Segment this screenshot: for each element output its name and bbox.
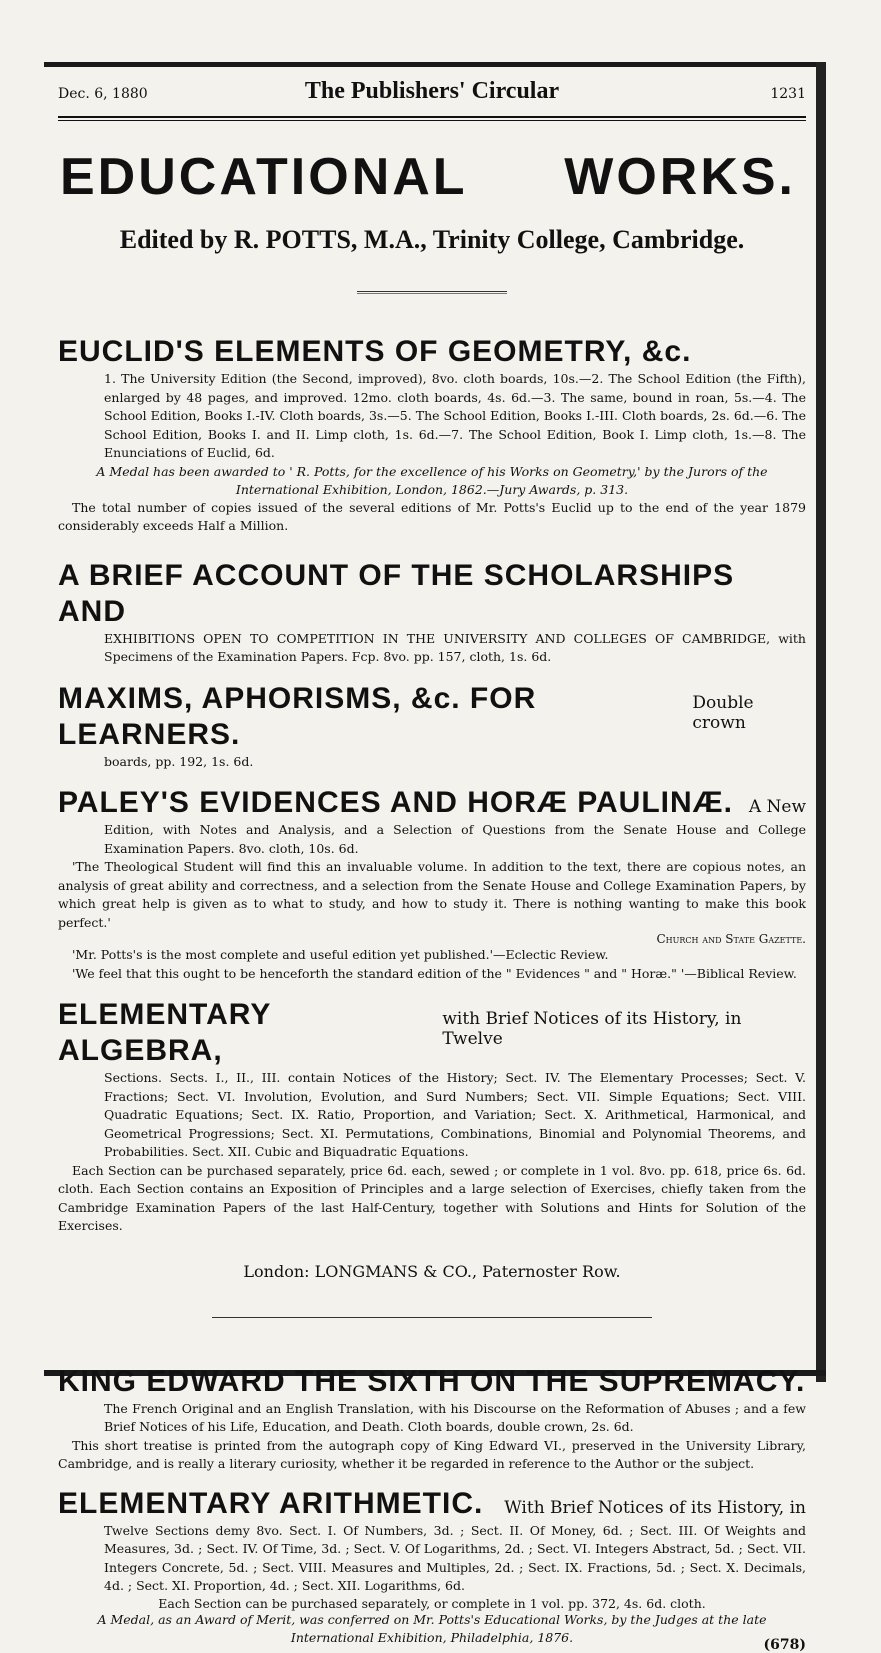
euclid-heading-line	[58, 334, 806, 370]
section-euclid	[58, 334, 806, 536]
paley-body: Edition, with Notes and Analysis, and a Selection of Questions from the Senate House and College Examination Papers. 8vo. cloth, 10s. 6d.	[104, 822, 806, 856]
running-header	[58, 78, 806, 112]
maxims-heading-tail: Double crown	[692, 692, 754, 733]
algebra-note: Each Section can be purchased separately, price 6d. each, sewed ; or complete in 1 vol. 8vo. pp. 618, price 6s. 6d. cloth. Each Section contains an Exposition of Principles and a large selection of Exercises, chiefly taken from the Cambridge Examination Papers of the last Half-Century, together with Solutions and Hints for Solution of the Exercises.	[58, 1162, 806, 1233]
paley-quote-3: 'We feel that this ought to be henceforth the standard edition of the " Evidences " and " Horæ." '—Biblical Review.	[72, 965, 797, 981]
arithmetic-heading: ELEMENTARY ARITHMETIC.	[58, 1486, 484, 1520]
paley-quote-1: 'The Theological Student will find this an invaluable volume. In addition to the text, there are copious notes, an analysis of great ability and correctness, and a selection from the Senate House and College Examination Papers, by which great help is given as to what to study, and how to study it. There is nothing wanting to make this book perfect.'	[58, 859, 806, 930]
euclid-heading: EUCLID'S ELEMENTS OF GEOMETRY, &c.	[58, 335, 692, 368]
king-edward-note: This short treatise is printed from the autograph copy of King Edward VI., preserved in the University Library, Cambridge, and is really a literary curiosity, whether it be regarded in reference to the Author or the subject.	[58, 1437, 806, 1471]
publisher-imprint: London: LONGMANS & CO., Paternoster Row.	[243, 1261, 621, 1281]
header-title: The Publishers' Circular	[304, 78, 560, 104]
euclid-body: 1. The University Edition (the Second, improved), 8vo. cloth boards, 10s.—2. The School Edition (the Fifth), enlarged by 48 pages, and improved. 12mo. cloth boards, 4s. 6d.—3. The same, bound in roan, 5s.—4. The School Edition, Books I.-IV. Cloth boards, 3s.—5. The School Edition, Books I.-III. Cloth boards, 2s. 6d.—6. The School Edition, Books I. and II. Limp cloth, 1s. 6d.—7. The School Edition, Book I. Limp cloth, 1s.—8. The Enunciations of Euclid, 6d.	[104, 371, 806, 460]
maxims-heading-line	[58, 681, 806, 753]
algebra-heading-line	[58, 997, 806, 1069]
arithmetic-heading-line	[58, 1486, 806, 1522]
section-king-edward	[58, 1364, 806, 1474]
brief-account-body: EXHIBITIONS OPEN TO COMPETITION IN THE UNIVERSITY AND COLLEGES OF CAMBRIDGE, with Specimens of the Examination Papers. Fcp. 8vo. pp. 157, cloth, 1s. 6d.	[104, 630, 806, 664]
paley-quote-2: 'Mr. Potts's is the most complete and useful edition yet published.'—Eclectic Review.	[72, 947, 609, 962]
algebra-heading: ELEMENTARY ALGEBRA,	[58, 998, 271, 1067]
maxims-body: boards, pp. 192, 1s. 6d.	[104, 753, 254, 769]
euclid-copies-note: The total number of copies issued of the several editions of Mr. Potts's Euclid up to the end of the year 1879 considerably exceeds Half a Million.	[58, 499, 806, 533]
paley-heading: PALEY'S EVIDENCES AND HORÆ PAULINÆ.	[58, 786, 733, 819]
editor-line: Edited by R. POTTS, M.A., Trinity College, Cambridge.	[119, 225, 745, 254]
header-date: Dec. 6, 1880	[58, 86, 148, 102]
brief-account-heading	[58, 558, 806, 630]
paley-heading-line	[58, 785, 806, 821]
arithmetic-purchase-note: Each Section can be purchased separately, or complete in 1 vol. pp. 372, 4s. 6d. cloth.	[158, 1595, 706, 1611]
maxims-heading: MAXIMS, APHORISMS, &c. FOR LEARNERS.	[58, 681, 537, 751]
euclid-medal-note: A Medal has been awarded to ' R. Potts, for the excellence of his Works on Geometry,' by the Jurors of the International Exhibition, London, 1862.—Jury Awards, p. 313.	[96, 463, 768, 497]
section-brief-account	[58, 558, 806, 667]
arithmetic-medal-note: A Medal, as an Award of Merit, was conferred on Mr. Potts's Educational Works, by the Judges at the late International Exhibition, Philadelphia, 1876.	[97, 1611, 767, 1645]
arithmetic-heading-tail: With Brief Notices of its History, in	[504, 1497, 806, 1518]
algebra-body: Sections. Sects. I., II., III. contain Notices of the History; Sect. IV. The Elementary Processes; Sect. V. Fractions; Sect. VI. Involution, Evolution, and Surd Numbers; Sect. VII. Simple Equations; Sect. VIII. Quadratic Equations; Sect. IX. Ratio, Proportion, and Variation; Sect. X. Arithmetical, Harmonical, and Geometrical Progressions; Sect. XI. Permutations, Combinations, Binomial and Polynomial Theorems, and Probabilities. Sect. XII. Cubic and Biquadratic Equations.	[104, 1070, 806, 1159]
main-title	[60, 147, 796, 207]
main-title-word-1: EDUCATIONAL	[60, 148, 468, 206]
paley-quote-1-credit: Church and State Gazette.	[656, 932, 806, 946]
section-maxims	[58, 681, 806, 772]
section-paley	[58, 785, 806, 983]
header-page-number: 1231	[770, 86, 806, 102]
section-arithmetic	[58, 1486, 806, 1653]
algebra-heading-tail: with Brief Notices of its History, in Twelve	[442, 1009, 742, 1049]
divider	[212, 1317, 652, 1318]
paley-heading-tail: A New	[748, 797, 806, 817]
arithmetic-body: Twelve Sections demy 8vo. Sect. I. Of Numbers, 3d. ; Sect. II. Of Money, 6d. ; Sect. III. Of Weights and Measures, 3d. ; Sect. IV. Of Time, 3d. ; Sect. V. Of Logarithms, 2d. ; Sect. VI. Integers Abstract, 5d. ; Sect. VII. Integers Concrete, 5d. ; Sect. VIII. Measures and Multiples, 2d. ; Sect. IX. Fractions, 5d. ; Sect. X. Decimals, 4d. ; Sect. XI. Proportion, 4d. ; Sect. XII. Logarithms, 6d.	[104, 1522, 806, 1593]
divider	[357, 291, 507, 294]
lot-number: (678)	[763, 1636, 806, 1653]
main-title-word-2: WORKS.	[564, 148, 796, 206]
king-edward-body: The French Original and an English Translation, with his Discourse on the Reformation of Abuses ; and a few Brief Notices of his Life, Education, and Death. Cloth boards, double crown, 2s. 6d.	[104, 1400, 806, 1434]
section-algebra	[58, 997, 806, 1236]
header-rule	[58, 116, 806, 121]
page	[58, 78, 806, 1653]
brief-account-heading-text: A BRIEF ACCOUNT OF THE SCHOLARSHIPS AND	[58, 558, 735, 628]
top-border	[44, 62, 826, 67]
right-border	[816, 62, 826, 1382]
king-edward-heading: KING EDWARD THE SIXTH ON THE SUPREMACY.	[58, 1364, 806, 1398]
